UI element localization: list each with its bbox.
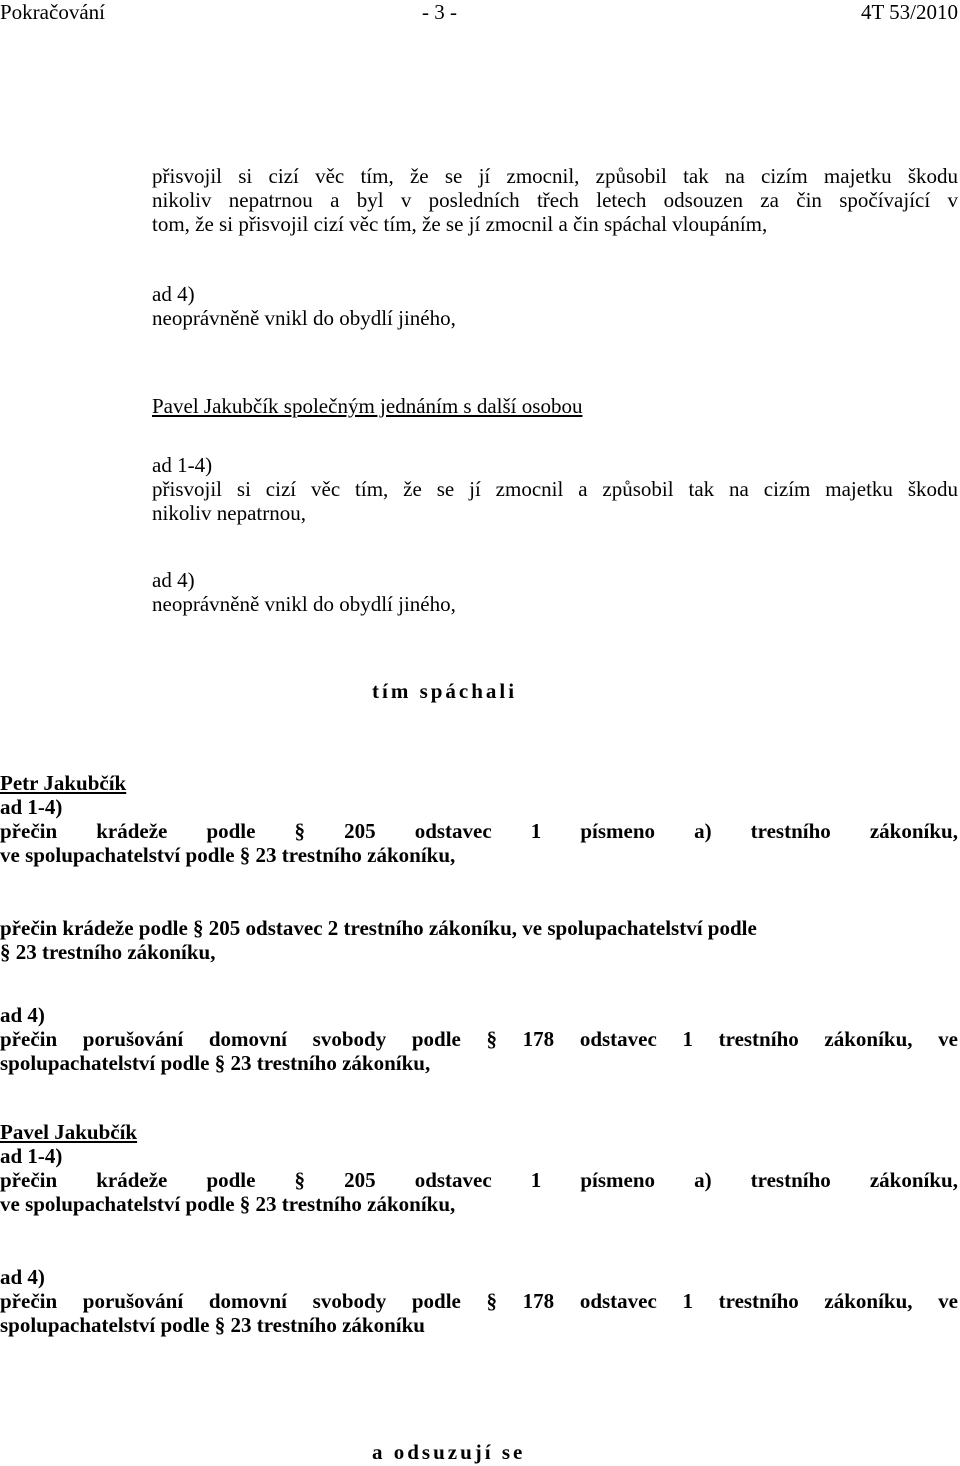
pavel-section-heading: Pavel Jakubčík společným jednáním s další osobou [152,394,583,418]
petr-verdict [0,771,958,867]
petr-ad14-label: ad 1-4) [0,795,63,819]
petr-crime2 [0,916,958,964]
pavel-ad14-label: ad 1-4) [0,1144,63,1168]
odsuzuji-heading [372,1440,672,1464]
intro-ad4-label: ad 4) [152,282,195,306]
petr-crime1-line-1: přečin krádeže podle § 205 odstavec 1 písmeno a) trestního zákoníku, [0,819,958,843]
pavel-crime2 [0,1265,958,1337]
pavel-crime2-line-1: přečin porušování domovní svobody podle § 178 odstavec 1 trestního zákoníku, ve [0,1289,958,1313]
header-continuation: Pokračování [0,0,105,24]
pavel-section-ad14-line-1: přisvojil si cizí věc tím, že se jí zmocnil a způsobil tak na cizím majetku škodu [152,477,958,501]
pavel-crime1-line-2: ve spolupachatelství podle § 23 trestního zákoníku, [0,1192,456,1216]
pavel-crime1-line-1: přečin krádeže podle § 205 odstavec 1 písmeno a) trestního zákoníku, [0,1168,958,1192]
pavel-section-ad4-label: ad 4) [152,568,195,592]
odsuzuji-text: a odsuzují se [372,1440,526,1464]
intro-line-2: nikoliv nepatrnou a byl v posledních třech letech odsouzen za čin spočívající v [152,188,958,212]
petr-name: Petr Jakubčík [0,771,127,795]
intro-ad4-text: neoprávněně vnikl do obydlí jiného, [152,306,456,330]
pavel-section-ad14-label: ad 1-4) [152,453,213,477]
pavel-section-ad4 [152,568,958,616]
petr-ad4-label: ad 4) [0,1003,45,1027]
pavel-crime2-line-2: spolupachatelství podle § 23 trestního zákoníku [0,1313,425,1337]
pavel-section-ad4-text: neoprávněně vnikl do obydlí jiného, [152,592,456,616]
case-number: 4T 53/2010 [860,0,958,24]
intro-line-3: tom, že si přisvojil cizí věc tím, že se jí zmocnil a čin spáchal vloupáním, [152,212,768,236]
pavel-section-ad14-line-2: nikoliv nepatrnou, [152,501,306,525]
page-number: - 3 - [422,0,457,24]
petr-crime2-line-2: § 23 trestního zákoníku, [0,940,216,964]
petr-crime3-line-1: přečin porušování domovní svobody podle § 178 odstavec 1 trestního zákoníku, ve [0,1027,958,1051]
page-header [0,0,960,26]
intro-ad4 [152,282,958,330]
pavel-section-ad14 [152,453,958,525]
intro-line-1: přisvojil si cizí věc tím, že se jí zmocnil, způsobil tak na cizím majetku škodu [152,164,958,188]
petr-crime3 [0,1003,958,1075]
petr-crime1-line-2: ve spolupachatelství podle § 23 trestního zákoníku, [0,843,456,867]
petr-crime3-line-2: spolupachatelství podle § 23 trestního zákoníku, [0,1051,431,1075]
tim-spachali-text: tím spáchali [372,679,518,703]
pavel-verdict [0,1120,958,1216]
pavel-ad4-label: ad 4) [0,1265,45,1289]
tim-spachali-heading [372,679,672,703]
pavel-name: Pavel Jakubčík [0,1120,138,1144]
petr-crime2-line-1: přečin krádeže podle § 205 odstavec 2 trestního zákoníku, ve spolupachatelství podle [0,916,757,940]
pavel-section [152,394,958,418]
intro-paragraph [152,164,958,236]
